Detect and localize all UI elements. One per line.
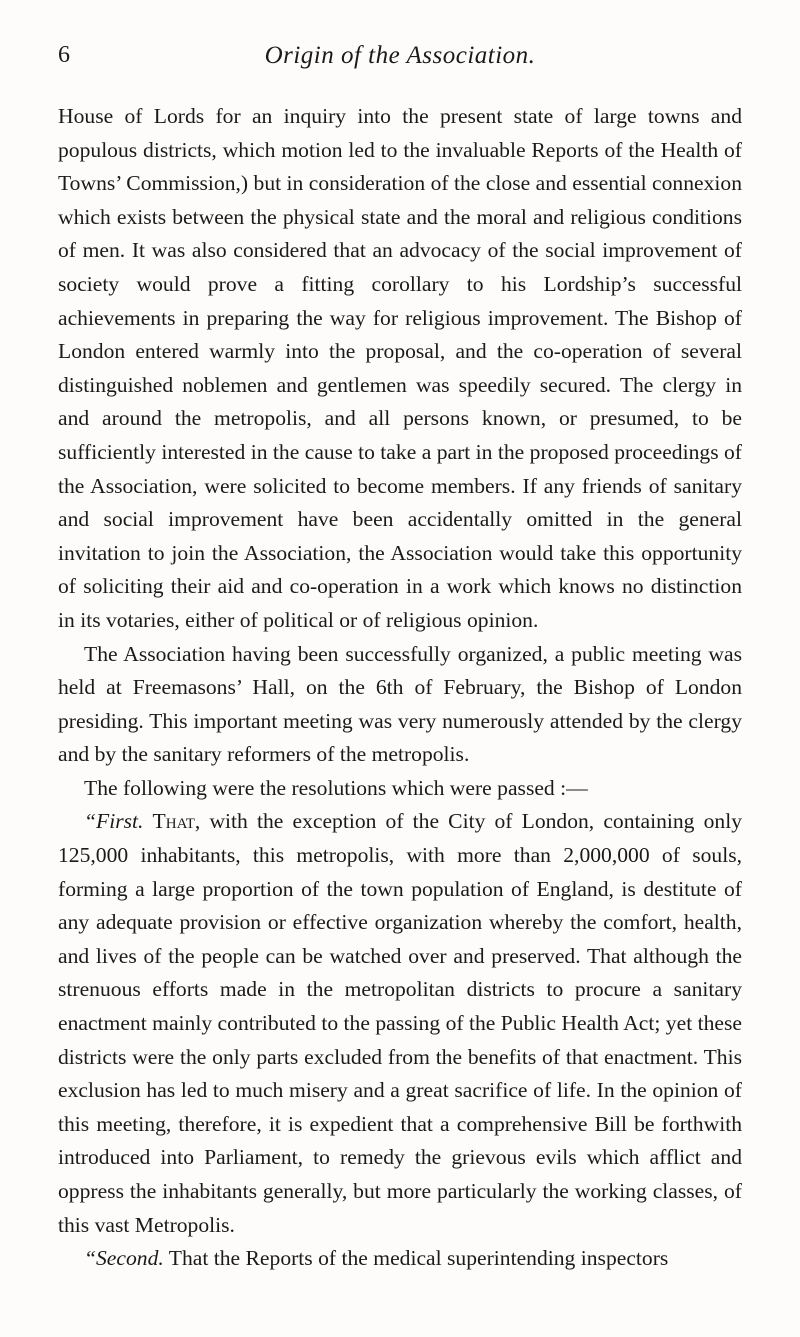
running-head xyxy=(58,42,742,78)
resolution-first-label: “First. xyxy=(84,809,144,834)
resolution-second-text: That the Reports of the medical superintending inspectors xyxy=(168,1246,669,1271)
paragraph-public-meeting: The Association having been successfully organized, a public meeting was held at Freemasons’ Hall, on the 6th of February, the Bishop of London presiding. This important meeting was very numerously attended by the clergy and by the sanitary reformers of the metropolis. xyxy=(58,641,742,767)
resolution-first-text: with the exception of the City of London, containing only 125,000 inhabitants, this metropolis, with more than 2,000,000 of souls, forming a large proportion of the town population of England, is destitute of any adequate provision or effective organization whereby the comfort, health, and lives of the people can be watched over and preserved. That although the strenuous efforts made in the metropolitan districts to procure a sanitary enactment mainly contributed to the passing of the Public Health Act; yet these districts were the only parts excluded from the benefits of that enactment. This exclusion has led to much misery and a great sacrifice of life. In the opinion of this meeting, therefore, it is expedient that a comprehensive Bill be forthwith introduced into Parliament, to remedy the grievous evils which afflict and oppress the inhabitants generally, but more particularly the working classes, of this vast Metropolis. xyxy=(58,809,743,1237)
running-title: Origin of the Association. xyxy=(264,42,536,69)
resolution-second-label: “Second. xyxy=(84,1246,164,1271)
resolution-first xyxy=(58,805,742,1242)
resolution-first-that: That, xyxy=(152,809,201,834)
paragraph-inquiry: House of Lords for an inquiry into the present state of large towns and populous districts, which motion led to the invaluable Reports of the Health of Towns’ Commission,) but in consideration of the close and essential connexion which exists between the physical state and the moral and religious conditions of men. It was also considered that an advocacy of the social improvement of society would prove a fitting corollary to his Lordship’s successful achievements in preparing the way for religious improvement. The Bishop of London entered warmly into the proposal, and the co-operation of several distinguished noblemen and gentlemen was speedily secured. The clergy in and around the metropolis, and all persons known, or presumed, to be sufficiently interested in the cause to take a part in the proposed proceedings of the Association, were solicited to become members. If any friends of sanitary and social improvement have been accidentally omitted in the general invitation to join the Association, the Association would take this opportunity of soliciting their aid and co-operation in a work which knows no distinction in its votaries, either of political or of religious opinion. xyxy=(58,104,742,632)
page-number: 6 xyxy=(58,42,70,68)
paragraph-resolutions-intro: The following were the resolutions which were passed :— xyxy=(84,775,588,800)
body-text xyxy=(58,100,742,1276)
resolution-second xyxy=(58,1242,742,1276)
